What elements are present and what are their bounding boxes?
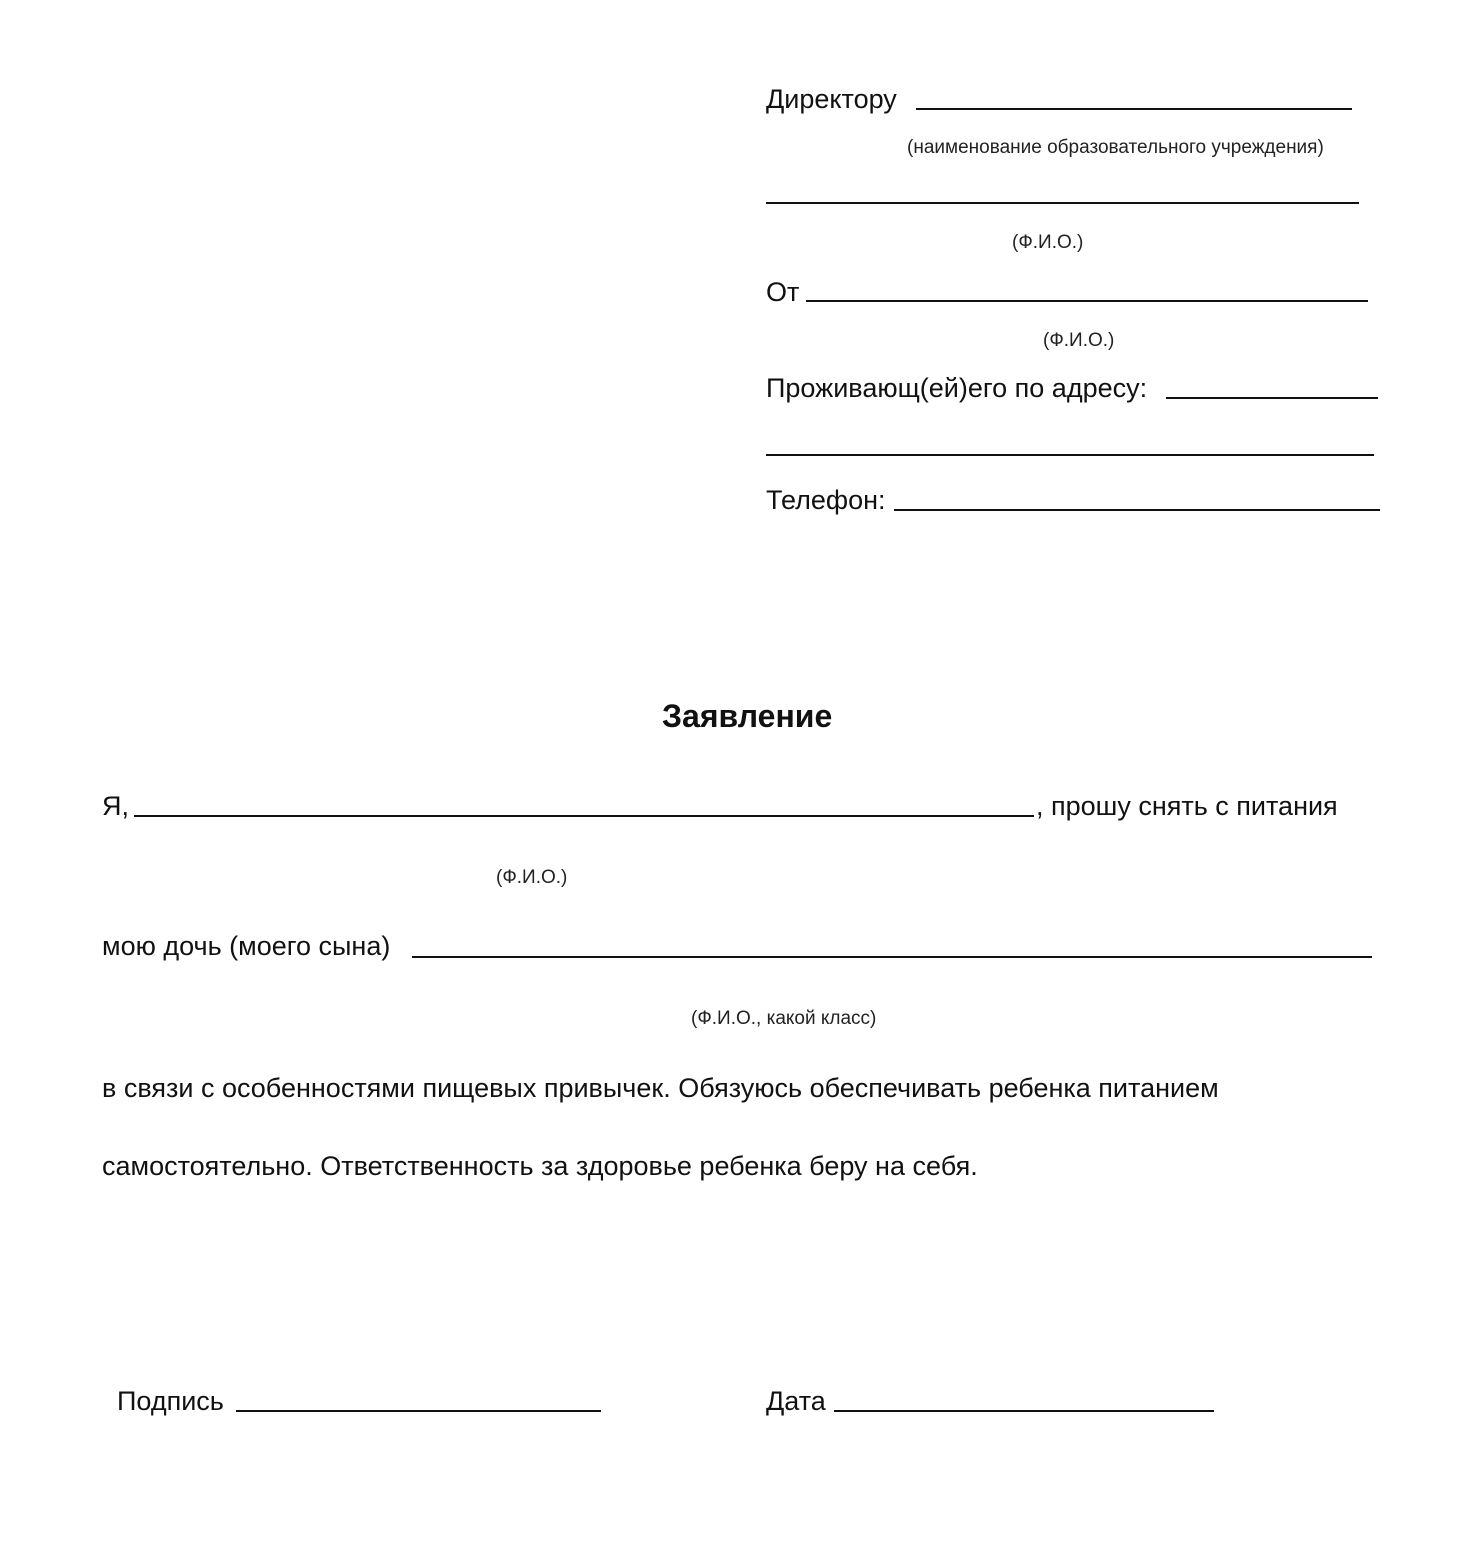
from-label: От	[766, 277, 800, 307]
applicant-fio-field[interactable]	[134, 815, 1034, 817]
phone-field[interactable]	[894, 509, 1380, 511]
document-title: Заявление	[662, 698, 833, 734]
director-fio-hint: (Ф.И.О.)	[1012, 232, 1084, 253]
from-fio-field[interactable]	[806, 300, 1368, 302]
signature-field[interactable]	[236, 1410, 601, 1412]
phone-label: Телефон:	[766, 485, 886, 515]
body-line1-prefix: Я,	[102, 791, 129, 821]
address-field-1[interactable]	[1166, 397, 1378, 399]
date-label: Дата	[766, 1386, 826, 1416]
child-fio-field[interactable]	[412, 956, 1372, 958]
body-line4: самостоятельно. Ответственность за здоровье ребенка беру на себя.	[102, 1151, 978, 1181]
director-label: Директору	[766, 84, 897, 114]
from-fio-hint: (Ф.И.О.)	[1043, 330, 1115, 351]
body-line2-prefix: мою дочь (моего сына)	[102, 931, 391, 961]
signature-label: Подпись	[117, 1386, 224, 1416]
address-label: Проживающ(ей)его по адресу:	[766, 373, 1148, 403]
director-fio-field[interactable]	[766, 202, 1359, 204]
date-field[interactable]	[834, 1410, 1214, 1412]
child-hint: (Ф.И.О., какой класс)	[691, 1008, 877, 1029]
director-name-field[interactable]	[916, 108, 1352, 110]
address-field-2[interactable]	[766, 454, 1374, 456]
institution-hint: (наименование образовательного учреждения)	[907, 137, 1324, 158]
applicant-fio-hint: (Ф.И.О.)	[496, 867, 568, 888]
body-line3: в связи с особенностями пищевых привычек. Обязуюсь обеспечивать ребенка питанием	[102, 1073, 1219, 1103]
body-line1-suffix: , прошу снять с питания	[1036, 791, 1338, 821]
